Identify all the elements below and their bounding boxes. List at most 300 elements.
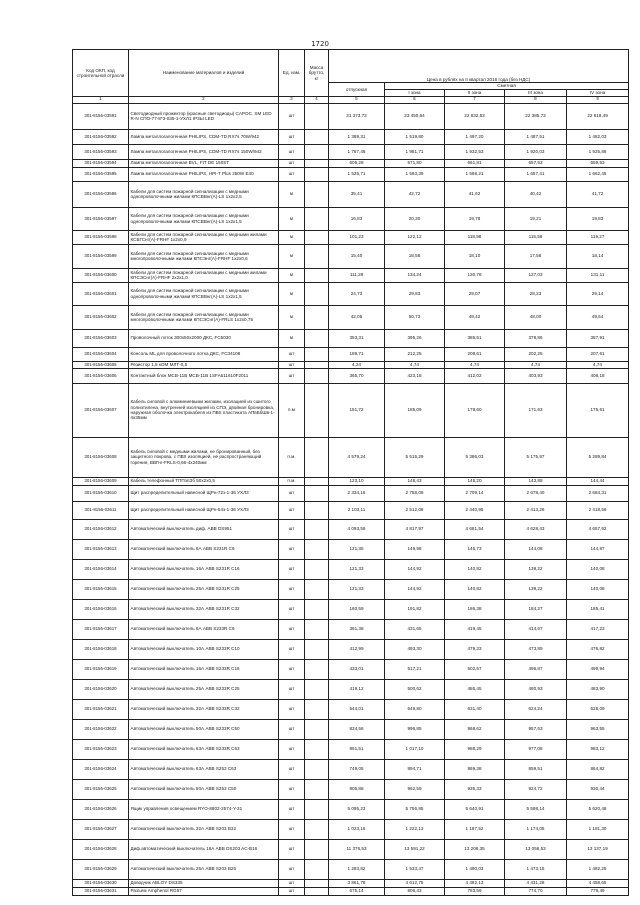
- item-mass: [305, 579, 329, 599]
- price-zone-2: 22 832,53: [445, 103, 505, 129]
- item-code: 301-8156-03624: [73, 759, 129, 779]
- price-zone-1: 2 758,09: [385, 485, 445, 501]
- price-zone-3: 4 431,28: [505, 879, 567, 887]
- price-zone-2: 5 386,03: [445, 437, 505, 477]
- table-row: [73, 305, 629, 329]
- price-zone-1: 5 756,85: [385, 799, 445, 819]
- price-otpusknaya: 11 376,53: [329, 839, 385, 859]
- item-unit: м: [279, 329, 305, 347]
- item-name: Автоматический выключатель 6А ABB S233R C6: [129, 619, 279, 639]
- price-zone-2: 968,62: [445, 719, 505, 739]
- item-code: 301-8156-03628: [73, 839, 129, 859]
- price-zone-2: 18,10: [445, 244, 505, 268]
- price-zone-1: 4 612,75: [385, 879, 445, 887]
- item-code: 301-8156-03610: [73, 485, 129, 501]
- item-unit: шт: [279, 519, 305, 539]
- price-zone-4: 19,83: [567, 207, 629, 230]
- table-row: [73, 207, 629, 230]
- item-mass: [305, 779, 329, 799]
- price-zone-4: 983,12: [567, 739, 629, 759]
- column-number-1: 1: [73, 97, 129, 104]
- item-code: 301-8156-03625: [73, 779, 129, 799]
- price-zone-1: 18,58: [385, 244, 445, 268]
- price-otpusknaya: 42,05: [329, 305, 385, 329]
- price-otpusknaya: 4,24: [329, 361, 385, 368]
- item-unit: шт: [279, 619, 305, 639]
- price-zone-3: 774,70: [505, 887, 567, 895]
- item-code: 301-8156-03627: [73, 819, 129, 839]
- price-zone-4: 499,94: [567, 659, 629, 679]
- table-row: [73, 719, 629, 739]
- price-zone-4: 779,49: [567, 887, 629, 895]
- column-number-3: 3: [279, 97, 305, 104]
- item-unit: шт: [279, 559, 305, 579]
- item-name: Резистор 1,5 кОМ МЛТ-0,5: [129, 361, 279, 368]
- price-otpusknaya: 15,40: [329, 244, 385, 268]
- column-number-8: 8: [505, 97, 567, 104]
- table-row: [73, 167, 629, 181]
- price-zone-2: 186,38: [445, 599, 505, 619]
- item-unit: шт: [279, 799, 305, 819]
- price-zone-3: 202,25: [505, 347, 567, 361]
- price-zone-4: 408,18: [567, 368, 629, 383]
- price-zone-2: 5 640,91: [445, 799, 505, 819]
- price-otpusknaya: 1 283,82: [329, 859, 385, 879]
- item-name: Автоматический выключатель 63А ABB S233R C63: [129, 739, 279, 759]
- price-zone-3: 1 473,15: [505, 859, 567, 879]
- item-mass: [305, 659, 329, 679]
- price-zone-1: 42,72: [385, 181, 445, 207]
- price-otpusknaya: 412,99: [329, 639, 385, 659]
- item-mass: [305, 347, 329, 361]
- column-number-5: 5: [329, 97, 385, 104]
- table-row: [73, 579, 629, 599]
- item-unit: м: [279, 230, 305, 244]
- item-mass: [305, 361, 329, 368]
- price-zone-2: 4 681,54: [445, 519, 505, 539]
- item-mass: [305, 368, 329, 383]
- price-zone-2: 130,78: [445, 268, 505, 282]
- price-otpusknaya: 4 579,24: [329, 437, 385, 477]
- item-name: Ящик управления освещением RYO-8802-2574-Y-31: [129, 799, 279, 819]
- price-zone-1: 1 981,71: [385, 144, 445, 159]
- price-zone-3: 414,67: [505, 619, 567, 639]
- price-zone-1: 50,73: [385, 305, 445, 329]
- price-zone-1: 500,62: [385, 679, 445, 699]
- item-mass: [305, 739, 329, 759]
- price-zone-2: 935,33: [445, 779, 505, 799]
- table-row: [73, 619, 629, 639]
- item-name: Автоматический выключатель 50А ABB S233R C50: [129, 719, 279, 739]
- item-name: Автоматический выключатель 16А ABB S231R C16: [129, 559, 279, 579]
- item-unit: м: [279, 207, 305, 230]
- price-zone-2: 13 206,35: [445, 839, 505, 859]
- price-zone-2: 178,60: [445, 383, 505, 437]
- item-unit: шт: [279, 485, 305, 501]
- item-code: 301-8156-03604: [73, 347, 129, 361]
- item-code: 301-8156-03599: [73, 244, 129, 268]
- item-mass: [305, 244, 329, 268]
- price-zone-3: 480,93: [505, 679, 567, 699]
- table-row: [73, 181, 629, 207]
- price-zone-1: 122,12: [385, 230, 445, 244]
- price-table: [72, 49, 629, 896]
- price-zone-2: 2 440,95: [445, 501, 505, 519]
- header-otpusknaya: отпускная: [329, 83, 385, 97]
- item-code: 301-8156-03612: [73, 519, 129, 539]
- header-mass: Масса брутто, кг: [305, 50, 329, 97]
- price-zone-3: 127,03: [505, 268, 567, 282]
- price-otpusknaya: 851,51: [329, 739, 385, 759]
- price-zone-4: 29,14: [567, 282, 629, 305]
- price-zone-1: 962,59: [385, 779, 445, 799]
- price-zone-4: 5 620,48: [567, 799, 629, 819]
- price-zone-4: 175,61: [567, 383, 629, 437]
- item-mass: [305, 230, 329, 244]
- table-row: [73, 799, 629, 819]
- price-zone-1: 185,09: [385, 383, 445, 437]
- item-code: 301-8156-03622: [73, 719, 129, 739]
- item-unit: шт: [279, 659, 305, 679]
- item-mass: [305, 839, 329, 859]
- price-zone-4: 930,44: [567, 779, 629, 799]
- column-number-4: 4: [305, 97, 329, 104]
- price-zone-1: 894,71: [385, 759, 445, 779]
- item-name: Автоматический выключатель 25А ABB S233R C25: [129, 679, 279, 699]
- item-unit: шт: [279, 579, 305, 599]
- price-otpusknaya: 433,01: [329, 659, 385, 679]
- item-unit: шт: [279, 167, 305, 181]
- price-zone-2: 783,59: [445, 887, 505, 895]
- table-row: [73, 639, 629, 659]
- price-zone-3: 473,89: [505, 639, 567, 659]
- price-otpusknaya: 4 093,59: [329, 519, 385, 539]
- price-zone-1: 4,74: [385, 361, 445, 368]
- price-zone-3: 1 657,41: [505, 167, 567, 181]
- price-zone-1: 2 512,08: [385, 501, 445, 519]
- price-zone-1: 149,98: [385, 539, 445, 559]
- item-unit: шт: [279, 501, 305, 519]
- table-row: [73, 383, 629, 437]
- table-row: [73, 368, 629, 383]
- item-unit: шт: [279, 759, 305, 779]
- table-row: [73, 144, 629, 159]
- item-mass: [305, 639, 329, 659]
- price-zone-4: 1 181,30: [567, 819, 629, 839]
- item-name: Кабели для систем пожарной сигнализации с медными жилами КСБГСнг(А)-FRHF 1х2х0,9: [129, 230, 279, 244]
- item-mass: [305, 759, 329, 779]
- price-otpusknaya: 365,70: [329, 368, 385, 383]
- table-row: [73, 819, 629, 839]
- price-zone-3: 139,22: [505, 579, 567, 599]
- price-zone-2: 631,40: [445, 699, 505, 719]
- item-mass: [305, 383, 329, 437]
- item-code: 301-8156-03597: [73, 207, 129, 230]
- header-smetnaya: Сметная: [385, 83, 629, 90]
- price-zone-1: 806,43: [385, 887, 445, 895]
- price-zone-1: 1 533,47: [385, 859, 445, 879]
- price-otpusknaya: 544,01: [329, 699, 385, 719]
- price-zone-3: 143,88: [505, 477, 567, 485]
- item-code: 301-8156-03613: [73, 539, 129, 559]
- price-zone-3: 624,24: [505, 699, 567, 719]
- price-zone-4: 659,53: [567, 159, 629, 167]
- price-zone-1: 5 515,29: [385, 437, 445, 477]
- price-zone-1: 148,43: [385, 477, 445, 485]
- price-zone-4: 207,61: [567, 347, 629, 361]
- price-zone-4: 628,09: [567, 699, 629, 719]
- price-zone-1: 13 591,22: [385, 839, 445, 859]
- item-code: 301-8156-03609: [73, 477, 129, 485]
- table-row: [73, 230, 629, 244]
- price-zone-2: 1 490,03: [445, 859, 505, 879]
- item-name: Консоль ML для проволочного лотка ДКС, FC34108: [129, 347, 279, 361]
- table-row: [73, 699, 629, 719]
- price-zone-3: 19,21: [505, 207, 567, 230]
- item-name: Автоматический выключатель 10А ABB S233R C10: [129, 639, 279, 659]
- price-zone-1: 4 817,97: [385, 519, 445, 539]
- item-mass: [305, 559, 329, 579]
- price-zone-4: 41,72: [567, 181, 629, 207]
- table-row: [73, 779, 629, 799]
- item-code: 301-8156-03614: [73, 559, 129, 579]
- table-row: [73, 268, 629, 282]
- price-otpusknaya: 151,72: [329, 383, 385, 437]
- item-unit: шт: [279, 539, 305, 559]
- price-otpusknaya: 123,10: [329, 477, 385, 485]
- price-zone-4: 2 418,56: [567, 501, 629, 519]
- column-number-7: 7: [445, 97, 505, 104]
- column-number-2: 2: [129, 97, 279, 104]
- price-zone-1: 144,92: [385, 559, 445, 579]
- item-code: 301-8156-03602: [73, 305, 129, 329]
- item-mass: [305, 282, 329, 305]
- item-name: Доводчик ABLOY DS335: [129, 879, 279, 887]
- item-mass: [305, 819, 329, 839]
- price-otpusknaya: 101,23: [329, 230, 385, 244]
- header-zone-4: IV зона: [567, 90, 629, 97]
- item-name: Кабель силовой с медными жилами, не бронированный, без защитного покрова, с ПВХ изоляцией, не распространяющий горения, ВВГнг-FRLS-0,66-4х240мм: [129, 437, 279, 477]
- price-otpusknaya: 121,33: [329, 559, 385, 579]
- item-mass: [305, 437, 329, 477]
- table-row: [73, 739, 629, 759]
- table-row: [73, 244, 629, 268]
- price-zone-3: 184,27: [505, 599, 567, 619]
- item-code: 301-8156-03606: [73, 368, 129, 383]
- item-code: 301-8156-03621: [73, 699, 129, 719]
- item-unit: шт: [279, 368, 305, 383]
- item-mass: [305, 501, 329, 519]
- item-unit: п.м: [279, 383, 305, 437]
- price-zone-3: 1 174,05: [505, 819, 567, 839]
- item-code: 301-8156-03601: [73, 282, 129, 305]
- price-zone-4: 131,11: [567, 268, 629, 282]
- item-unit: шт: [279, 103, 305, 129]
- price-zone-4: 5 289,84: [567, 437, 629, 477]
- item-unit: шт: [279, 639, 305, 659]
- item-name: Лампа металлогалогенная PHILIPS, CDM-TD RX7s 150W/942: [129, 144, 279, 159]
- item-code: 301-8156-03620: [73, 679, 129, 699]
- item-code: 301-8156-03595: [73, 167, 129, 181]
- item-unit: шт: [279, 719, 305, 739]
- table-row: [73, 659, 629, 679]
- price-zone-4: 4,74: [567, 361, 629, 368]
- price-zone-3: 139,22: [505, 559, 567, 579]
- price-zone-2: 1 568,21: [445, 167, 505, 181]
- item-mass: [305, 679, 329, 699]
- item-code: 301-8156-03592: [73, 129, 129, 144]
- item-code: 301-8156-03605: [73, 361, 129, 368]
- item-code: 301-8156-03617: [73, 619, 129, 639]
- item-name: Контактный блок MCB-11B MCB-11B 1SFA611610F2011: [129, 368, 279, 383]
- price-table-body: [73, 103, 629, 895]
- price-zone-3: 171,63: [505, 383, 567, 437]
- price-zone-3: 22 385,73: [505, 103, 567, 129]
- price-zone-1: 144,92: [385, 579, 445, 599]
- price-zone-2: 1 932,53: [445, 144, 505, 159]
- price-zone-4: 387,91: [567, 329, 629, 347]
- item-mass: [305, 699, 329, 719]
- table-row: [73, 129, 629, 144]
- price-zone-4: 18,14: [567, 244, 629, 268]
- price-zone-2: 479,33: [445, 639, 505, 659]
- price-zone-3: 859,51: [505, 759, 567, 779]
- item-name: Автоматический выключатель 25А ABB S231R C25: [129, 579, 279, 599]
- price-zone-1: 649,80: [385, 699, 445, 719]
- price-zone-3: 2 678,40: [505, 485, 567, 501]
- price-otpusknaya: 834,56: [329, 719, 385, 739]
- item-unit: м: [279, 244, 305, 268]
- price-zone-4: 4 458,65: [567, 879, 629, 887]
- item-name: Автоматический выключатель 32А ABB S203 B32: [129, 819, 279, 839]
- price-zone-2: 486,45: [445, 679, 505, 699]
- table-row: [73, 282, 629, 305]
- price-zone-2: 869,38: [445, 759, 505, 779]
- price-zone-3: 924,72: [505, 779, 567, 799]
- price-zone-3: 144,08: [505, 539, 567, 559]
- price-zone-3: 115,56: [505, 230, 567, 244]
- price-zone-3: 5 598,14: [505, 799, 567, 819]
- item-name: Лампа металлогалогенная PHILIPS, CDM-TD RX7s 70W/942: [129, 129, 279, 144]
- item-name: Кабели для систем пожарной сигнализации с медными многопроволочными жилами КПСЭнг(А)-FRHF 1х2х0,6: [129, 244, 279, 268]
- price-zone-3: 496,87: [505, 659, 567, 679]
- item-code: 301-8156-03591: [73, 103, 129, 129]
- item-code: 301-8156-03608: [73, 437, 129, 477]
- item-code: 301-8156-03603: [73, 329, 129, 347]
- item-code: 301-8156-03630: [73, 879, 129, 887]
- price-otpusknaya: 5 095,23: [329, 799, 385, 819]
- price-zone-2: 145,73: [445, 539, 505, 559]
- price-zone-1: 671,80: [385, 159, 445, 167]
- item-name: Автоматический выключатель 6А ABB S231R C6: [129, 539, 279, 559]
- price-zone-4: 1 662,45: [567, 167, 629, 181]
- item-unit: шт: [279, 599, 305, 619]
- table-row: [73, 887, 629, 895]
- price-zone-3: 13 056,53: [505, 839, 567, 859]
- price-zone-2: 1 497,20: [445, 129, 505, 144]
- price-zone-2: 988,29: [445, 739, 505, 759]
- item-name: Кабель силовой с алюминиевыми жилами, изолацией из сшитого полиэтилена, внутренней изоляцией из СПЭ, двойная бронировка, наружная оболочка электрокабеля из ПВХ пластиката АПвБбШв-1-4х35мм: [129, 383, 279, 437]
- item-name: Кабели для систем пожарной сигнализации с медными однопроволочными жилами КПСВВнг(А)-LS 1х2х2,5: [129, 181, 279, 207]
- item-unit: шт: [279, 144, 305, 159]
- price-otpusknaya: 1 767,46: [329, 144, 385, 159]
- item-name: Автоматический выключатель диф. ABB DS951: [129, 519, 279, 539]
- item-unit: шт: [279, 739, 305, 759]
- item-unit: шт: [279, 887, 305, 895]
- header-zone-1: I зона: [385, 90, 445, 97]
- price-zone-1: 431,65: [385, 619, 445, 639]
- price-zone-4: 140,08: [567, 579, 629, 599]
- table-row: [73, 679, 629, 699]
- item-code: 301-8156-03629: [73, 859, 129, 879]
- item-unit: шт: [279, 779, 305, 799]
- price-zone-3: 4,74: [505, 361, 567, 368]
- table-row: [73, 759, 629, 779]
- item-name: Автоматический выключатель 32А ABB S231R C32: [129, 599, 279, 619]
- item-mass: [305, 887, 329, 895]
- item-code: 301-8156-03626: [73, 799, 129, 819]
- price-zone-2: 502,57: [445, 659, 505, 679]
- price-zone-3: 378,86: [505, 329, 567, 347]
- table-row: [73, 539, 629, 559]
- item-code: 301-8156-03611: [73, 501, 129, 519]
- page-number: 1720: [311, 40, 329, 48]
- price-zone-2: 29,07: [445, 282, 505, 305]
- item-name: Автоматический выключатель 25А ABB S203 B25: [129, 859, 279, 879]
- item-name: Автоматический выключатель 63А ABB S253 C63: [129, 759, 279, 779]
- header-unit: Ед. изм.: [279, 50, 305, 97]
- price-zone-3: 5 175,97: [505, 437, 567, 477]
- header-code: Код ОКП, код строительной отрасли: [73, 50, 129, 97]
- item-code: 301-8156-03593: [73, 144, 129, 159]
- item-mass: [305, 329, 329, 347]
- price-otpusknaya: 121,33: [329, 579, 385, 599]
- item-unit: шт: [279, 361, 305, 368]
- price-zone-1: 191,82: [385, 599, 445, 619]
- item-mass: [305, 181, 329, 207]
- item-unit: шт: [279, 159, 305, 167]
- item-mass: [305, 799, 329, 819]
- price-zone-2: 4 482,13: [445, 879, 505, 887]
- table-row: [73, 599, 629, 619]
- item-unit: шт: [279, 879, 305, 887]
- price-zone-4: 476,82: [567, 639, 629, 659]
- item-name: Кабели для систем пожарной сигнализации с медными однопроволочными жилами КПСВВнг(А)-LS 1х2х1,5: [129, 282, 279, 305]
- table-row: [73, 329, 629, 347]
- price-zone-2: 4,74: [445, 361, 505, 368]
- item-code: 301-8156-03616: [73, 599, 129, 619]
- item-mass: [305, 167, 329, 181]
- price-zone-1: 1 593,39: [385, 167, 445, 181]
- item-unit: м: [279, 282, 305, 305]
- price-zone-2: 661,81: [445, 159, 505, 167]
- price-otpusknaya: 419,12: [329, 679, 385, 699]
- item-name: Автоматический выключатель 50А ABB S253 C50: [129, 779, 279, 799]
- price-otpusknaya: 1 023,16: [329, 819, 385, 839]
- table-row: [73, 477, 629, 485]
- item-unit: м: [279, 305, 305, 329]
- item-unit: м: [279, 181, 305, 207]
- price-otpusknaya: 675,14: [329, 887, 385, 895]
- item-mass: [305, 879, 329, 887]
- price-zone-3: 28,23: [505, 282, 567, 305]
- price-otpusknaya: 24,73: [329, 282, 385, 305]
- price-zone-4: 1 482,25: [567, 859, 629, 879]
- header-zone-3: III зона: [505, 90, 567, 97]
- item-code: 301-8156-03594: [73, 159, 129, 167]
- price-zone-1: 23 450,64: [385, 103, 445, 129]
- price-zone-1: 1 222,13: [385, 819, 445, 839]
